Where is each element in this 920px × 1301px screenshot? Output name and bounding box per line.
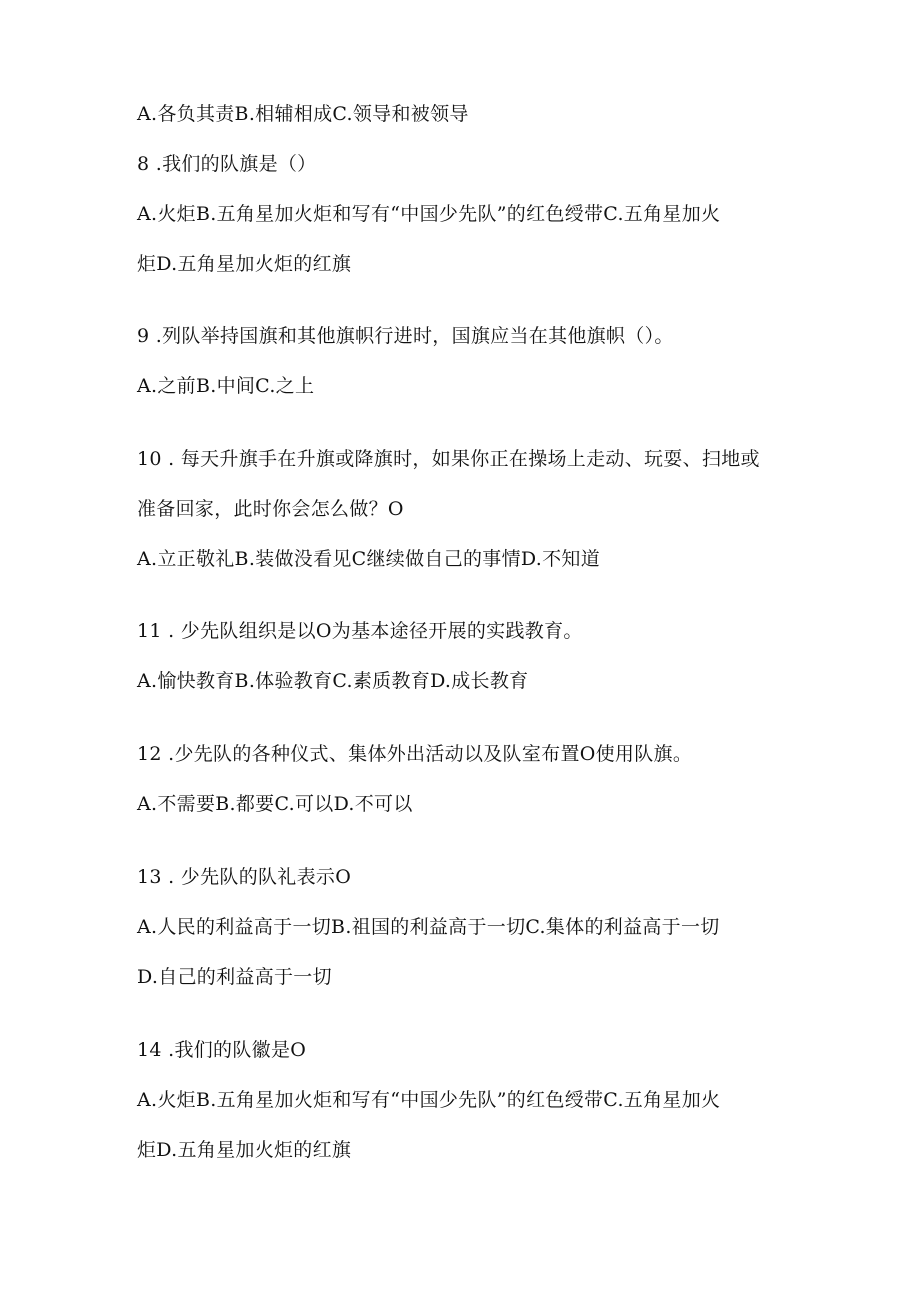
question-9: 9 .列队举持国旗和其他旗帜行进时，国旗应当在其他旗帜（）。 [137, 325, 674, 347]
answer-options-q11: A.愉快教育B.体验教育C.素质教育D.成长教育 [137, 670, 529, 692]
answer-options-q9: A.之前B.中间C.之上 [137, 375, 315, 397]
answer-options-q14-line1: A.火炬B.五角星加火炬和写有“中国少先队”的红色绶带C.五角星加火 [137, 1089, 721, 1111]
answer-options-q14-line2: 炬D.五角星加火炬的红旗 [137, 1139, 352, 1161]
question-10-line2: 准备回家，此时你会怎么做？O [137, 498, 404, 520]
answer-options-q13-line2: D.自己的利益高于一切 [137, 966, 332, 988]
question-12: 12 .少先队的各种仪式、集体外出活动以及队室布置O使用队旗。 [137, 743, 693, 765]
question-14: 14 .我们的队徽是O [137, 1039, 307, 1061]
answer-options-q8-line1: A.火炬B.五角星加火炬和写有“中国少先队”的红色绶带C.五角星加火 [137, 203, 721, 225]
answer-options-q10: A.立正敬礼B.装做没看见C继续做自己的事情D.不知道 [137, 548, 600, 570]
question-10-line1: 10 . 每天升旗手在升旗或降旗时，如果你正在操场上走动、玩耍、扫地或 [137, 448, 760, 470]
answer-options-q8-line2: 炬D.五角星加火炬的红旗 [137, 253, 352, 275]
question-13: 13 . 少先队的队礼表示O [137, 866, 352, 888]
answer-options-q13-line1: A.人民的利益高于一切B.祖国的利益高于一切C.集体的利益高于一切 [137, 916, 720, 938]
question-8: 8 .我们的队旗是（） [137, 153, 317, 175]
answer-options-q12: A.不需要B.都要C.可以D.不可以 [137, 793, 413, 815]
question-11: 11 . 少先队组织是以O为基本途径开展的实践教育。 [137, 620, 583, 642]
answer-options-q7: A.各负其责B.相辅相成C.领导和被领导 [137, 103, 469, 125]
